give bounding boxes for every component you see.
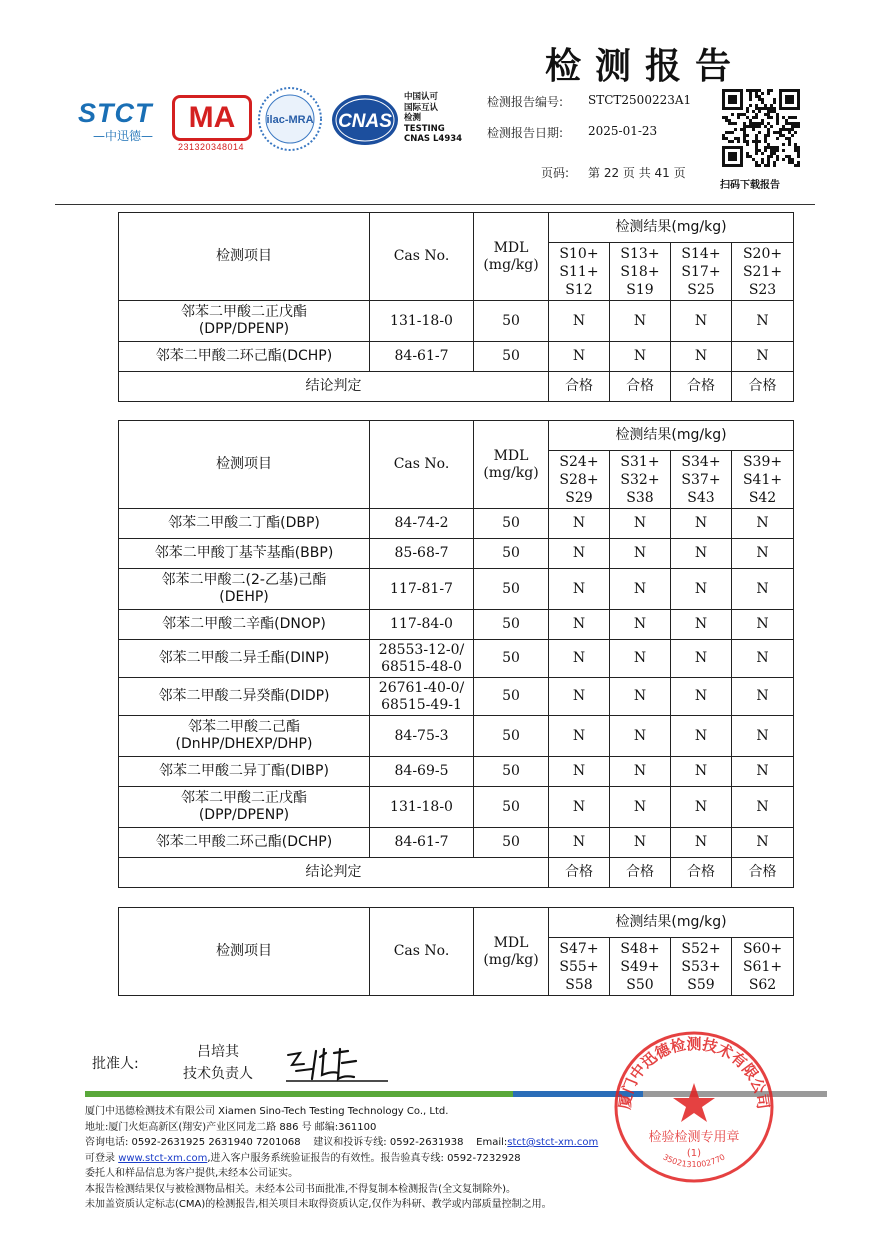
table-row — [119, 640, 794, 678]
sample-group-4: S20+ S21+ S23 — [732, 243, 794, 301]
seal-star-icon — [673, 1083, 715, 1122]
result-value: N — [671, 678, 732, 716]
result-value: N — [732, 342, 794, 372]
result-value: N — [549, 640, 610, 678]
cas-number: 131-18-0 — [370, 301, 474, 342]
report-title: 检测报告 — [545, 46, 746, 87]
mdl-value: 50 — [474, 787, 549, 828]
result-value: N — [732, 301, 794, 342]
result-value: N — [671, 610, 732, 640]
cas-number: 85-68-7 — [370, 539, 474, 569]
cnas-logo-text: CNAS — [338, 111, 392, 132]
test-item-name: 邻苯二甲酸二异癸酯(DIDP) — [119, 678, 370, 716]
conclusion-row — [119, 858, 794, 888]
sample-group-2: S13+ S18+ S19 — [610, 243, 671, 301]
test-item-name: 邻苯二甲酸二环己酯(DCHP) — [119, 828, 370, 858]
stct-logo — [78, 98, 168, 144]
mdl-value: 50 — [474, 640, 549, 678]
sample-group-4: S39+ S41+ S42 — [732, 451, 794, 509]
result-value: N — [671, 509, 732, 539]
table-row — [119, 757, 794, 787]
report-no-label: 检测报告编号: — [487, 95, 564, 109]
mdl-value: 50 — [474, 539, 549, 569]
result-value: N — [671, 539, 732, 569]
result-value: N — [610, 716, 671, 757]
ilac-mra-logo — [257, 86, 323, 152]
table-row — [119, 569, 794, 610]
qr-code[interactable] — [722, 89, 800, 167]
result-value: N — [610, 509, 671, 539]
result-value: N — [549, 787, 610, 828]
table-row — [119, 828, 794, 858]
cma-logo-text: MA — [172, 95, 252, 141]
page-number: 第 22 页 共 41 页 — [588, 166, 686, 180]
result-value: N — [671, 640, 732, 678]
approver-role: 技术负责人 — [183, 1066, 253, 1082]
result-value: N — [732, 569, 794, 610]
table-row — [119, 610, 794, 640]
result-value: N — [732, 757, 794, 787]
cas-number: 84-75-3 — [370, 716, 474, 757]
cas-number: 84-74-2 — [370, 509, 474, 539]
result-value: N — [610, 342, 671, 372]
approver-label: 批准人: — [92, 1056, 139, 1072]
cas-number: 84-61-7 — [370, 828, 474, 858]
results-table-3-body — [119, 908, 794, 996]
col-header-result: 检测结果(mg/kg) — [549, 908, 794, 938]
results-table-2 — [118, 420, 794, 888]
header-row — [119, 421, 794, 451]
test-item-name: 邻苯二甲酸二正戊酯 (DPP/DPENP) — [119, 787, 370, 828]
conclusion-row — [119, 372, 794, 402]
col-header-result: 检测结果(mg/kg) — [549, 421, 794, 451]
seal-number: 3502131002770 — [661, 1152, 727, 1170]
website-link[interactable]: www.stct-xm.com — [118, 1152, 208, 1164]
approver-block — [183, 1041, 253, 1085]
sample-group-3: S52+ S53+ S59 — [671, 938, 732, 996]
signature — [282, 1045, 392, 1089]
table-row — [119, 342, 794, 372]
result-value: N — [549, 757, 610, 787]
stct-logo-sub: —中迅德— — [92, 129, 153, 143]
report-date: 2025-01-23 — [588, 124, 658, 138]
footer-verify: 可登录 www.stct-xm.com,进入客户服务系统验证报告的有效性。报告验真专线: 0592-7232928 — [85, 1152, 521, 1164]
mdl-value: 50 — [474, 828, 549, 858]
result-value: N — [732, 610, 794, 640]
mdl-value: 50 — [474, 569, 549, 610]
footer-info — [85, 1104, 598, 1213]
table-row — [119, 716, 794, 757]
result-value: N — [549, 569, 610, 610]
cas-number: 117-81-7 — [370, 569, 474, 610]
conclusion-label: 结论判定 — [119, 372, 549, 402]
cas-number: 84-61-7 — [370, 342, 474, 372]
cnas-accreditation-text: 中国认可 国际互认 检测 TESTING CNAS L4934 — [404, 92, 463, 144]
mdl-value: 50 — [474, 716, 549, 757]
result-value: N — [671, 757, 732, 787]
verdict-value: 合格 — [549, 372, 610, 402]
test-item-name: 邻苯二甲酸二丁酯(DBP) — [119, 509, 370, 539]
cma-number: 231320348014 — [177, 142, 245, 152]
result-value: N — [732, 539, 794, 569]
result-value: N — [610, 828, 671, 858]
result-value: N — [610, 787, 671, 828]
col-header-cas: Cas No. — [370, 213, 474, 301]
test-item-name: 邻苯二甲酸二环己酯(DCHP) — [119, 342, 370, 372]
result-value: N — [610, 757, 671, 787]
test-item-name: 邻苯二甲酸二(2-乙基)己酯 (DEHP) — [119, 569, 370, 610]
result-value: N — [549, 342, 610, 372]
table-row — [119, 787, 794, 828]
result-value: N — [549, 716, 610, 757]
verdict-value: 合格 — [732, 372, 794, 402]
sample-group-2: S31+ S32+ S38 — [610, 451, 671, 509]
table-row — [119, 509, 794, 539]
footer-line-6: 本报告检测结果仅与被检测物品相关。未经本公司书面批准,不得复制本检测报告(全文复制除外)。 — [85, 1183, 516, 1195]
page-label: 页码: — [541, 166, 570, 180]
col-header-mdl: MDL (mg/kg) — [474, 908, 549, 996]
mdl-value: 50 — [474, 610, 549, 640]
header-row — [119, 908, 794, 938]
sample-group-3: S14+ S17+ S25 — [671, 243, 732, 301]
test-item-name: 邻苯二甲酸二辛酯(DNOP) — [119, 610, 370, 640]
verdict-value: 合格 — [610, 372, 671, 402]
verdict-value: 合格 — [671, 372, 732, 402]
results-table-3 — [118, 907, 794, 996]
col-header-item: 检测项目 — [119, 421, 370, 509]
sample-group-1: S24+ S28+ S29 — [549, 451, 610, 509]
verdict-value: 合格 — [549, 858, 610, 888]
result-value: N — [671, 787, 732, 828]
col-header-item: 检测项目 — [119, 213, 370, 301]
sample-group-1: S10+ S11+ S12 — [549, 243, 610, 301]
seal-paren: (1) — [686, 1148, 702, 1159]
email-link[interactable]: stct@stct-xm.com — [507, 1137, 599, 1148]
sample-group-1: S47+ S55+ S58 — [549, 938, 610, 996]
mdl-value: 50 — [474, 509, 549, 539]
result-value: N — [732, 828, 794, 858]
result-value: N — [671, 828, 732, 858]
test-item-name: 邻苯二甲酸二异壬酯(DINP) — [119, 640, 370, 678]
conclusion-label: 结论判定 — [119, 858, 549, 888]
stct-logo-text: STCT — [78, 98, 153, 128]
result-value: N — [610, 569, 671, 610]
sample-group-3: S34+ S37+ S43 — [671, 451, 732, 509]
footer-contact: 咨询电话: 0592-2631925 2631940 7201068 建议和投诉专线: 0592-2631938 Email:stct@stct-xm.com — [85, 1137, 599, 1148]
verdict-value: 合格 — [671, 858, 732, 888]
test-item-name: 邻苯二甲酸二异丁酯(DIBP) — [119, 757, 370, 787]
footer-company: 厦门中迅德检测技术有限公司 Xiamen Sino-Tech Testing Technology Co., Ltd. — [85, 1106, 449, 1117]
report-no: STCT2500223A1 — [588, 93, 692, 107]
test-item-name: 邻苯二甲酸二己酯 (DnHP/DHEXP/DHP) — [119, 716, 370, 757]
footer-line-5: 委托人和样品信息为客户提供,未经本公司证实。 — [85, 1168, 299, 1179]
col-header-mdl: MDL (mg/kg) — [474, 421, 549, 509]
results-table-1-body — [119, 213, 794, 402]
sample-group-4: S60+ S61+ S62 — [732, 938, 794, 996]
result-value: N — [732, 678, 794, 716]
result-value: N — [610, 678, 671, 716]
footer-bar-green — [85, 1091, 513, 1097]
mdl-value: 50 — [474, 757, 549, 787]
results-table-2-body — [119, 421, 794, 888]
result-value: N — [732, 787, 794, 828]
result-value: N — [732, 640, 794, 678]
report-date-label: 检测报告日期: — [487, 126, 564, 140]
footer-address: 地址:厦门火炬高新区(翔安)产业区同龙二路 886 号 邮编:361100 — [85, 1121, 377, 1133]
result-value: N — [610, 539, 671, 569]
company-seal — [606, 1025, 781, 1189]
result-value: N — [549, 610, 610, 640]
col-header-cas: Cas No. — [370, 421, 474, 509]
header-divider — [55, 204, 815, 205]
sample-group-2: S48+ S49+ S50 — [610, 938, 671, 996]
seal-company-text: 厦门中迅德检测技术有限公司 — [615, 1035, 773, 1111]
result-value: N — [549, 539, 610, 569]
cas-number: 131-18-0 — [370, 787, 474, 828]
seal-sub-text: 检验检测专用章 — [648, 1130, 740, 1145]
table-row — [119, 539, 794, 569]
result-value: N — [549, 509, 610, 539]
result-value: N — [671, 342, 732, 372]
result-value: N — [671, 569, 732, 610]
col-header-cas: Cas No. — [370, 908, 474, 996]
result-value: N — [671, 716, 732, 757]
result-value: N — [610, 640, 671, 678]
col-header-item: 检测项目 — [119, 908, 370, 996]
cas-number: 26761-40-0/ 68515-49-1 — [370, 678, 474, 716]
result-value: N — [549, 301, 610, 342]
mdl-value: 50 — [474, 678, 549, 716]
verdict-value: 合格 — [610, 858, 671, 888]
cnas-logo — [330, 93, 400, 148]
results-table-1 — [118, 212, 794, 402]
test-item-name: 邻苯二甲酸二正戊酯 (DPP/DPENP) — [119, 301, 370, 342]
cma-logo — [172, 95, 250, 150]
qr-code-label: 扫码下载报告 — [720, 180, 780, 191]
mdl-value: 50 — [474, 342, 549, 372]
approver-name: 吕培其 — [197, 1044, 239, 1060]
ilac-mra-text: ilac-MRA — [266, 114, 314, 126]
verdict-value: 合格 — [732, 858, 794, 888]
test-item-name: 邻苯二甲酸丁基苄基酯(BBP) — [119, 539, 370, 569]
result-value: N — [549, 828, 610, 858]
cas-number: 84-69-5 — [370, 757, 474, 787]
cas-number: 117-84-0 — [370, 610, 474, 640]
footer-line-7: 未加盖资质认定标志(CMA)的检测报告,相关项目未取得资质认定,仅作为科研、教学或内部质量控制之用。 — [85, 1199, 552, 1210]
result-value: N — [610, 301, 671, 342]
col-header-mdl: MDL (mg/kg) — [474, 213, 549, 301]
mdl-value: 50 — [474, 301, 549, 342]
result-value: N — [671, 301, 732, 342]
cas-number: 28553-12-0/ 68515-48-0 — [370, 640, 474, 678]
table-row — [119, 678, 794, 716]
col-header-result: 检测结果(mg/kg) — [549, 213, 794, 243]
result-value: N — [732, 716, 794, 757]
table-row — [119, 301, 794, 342]
result-value: N — [549, 678, 610, 716]
result-value: N — [732, 509, 794, 539]
result-value: N — [610, 610, 671, 640]
header-row — [119, 213, 794, 243]
